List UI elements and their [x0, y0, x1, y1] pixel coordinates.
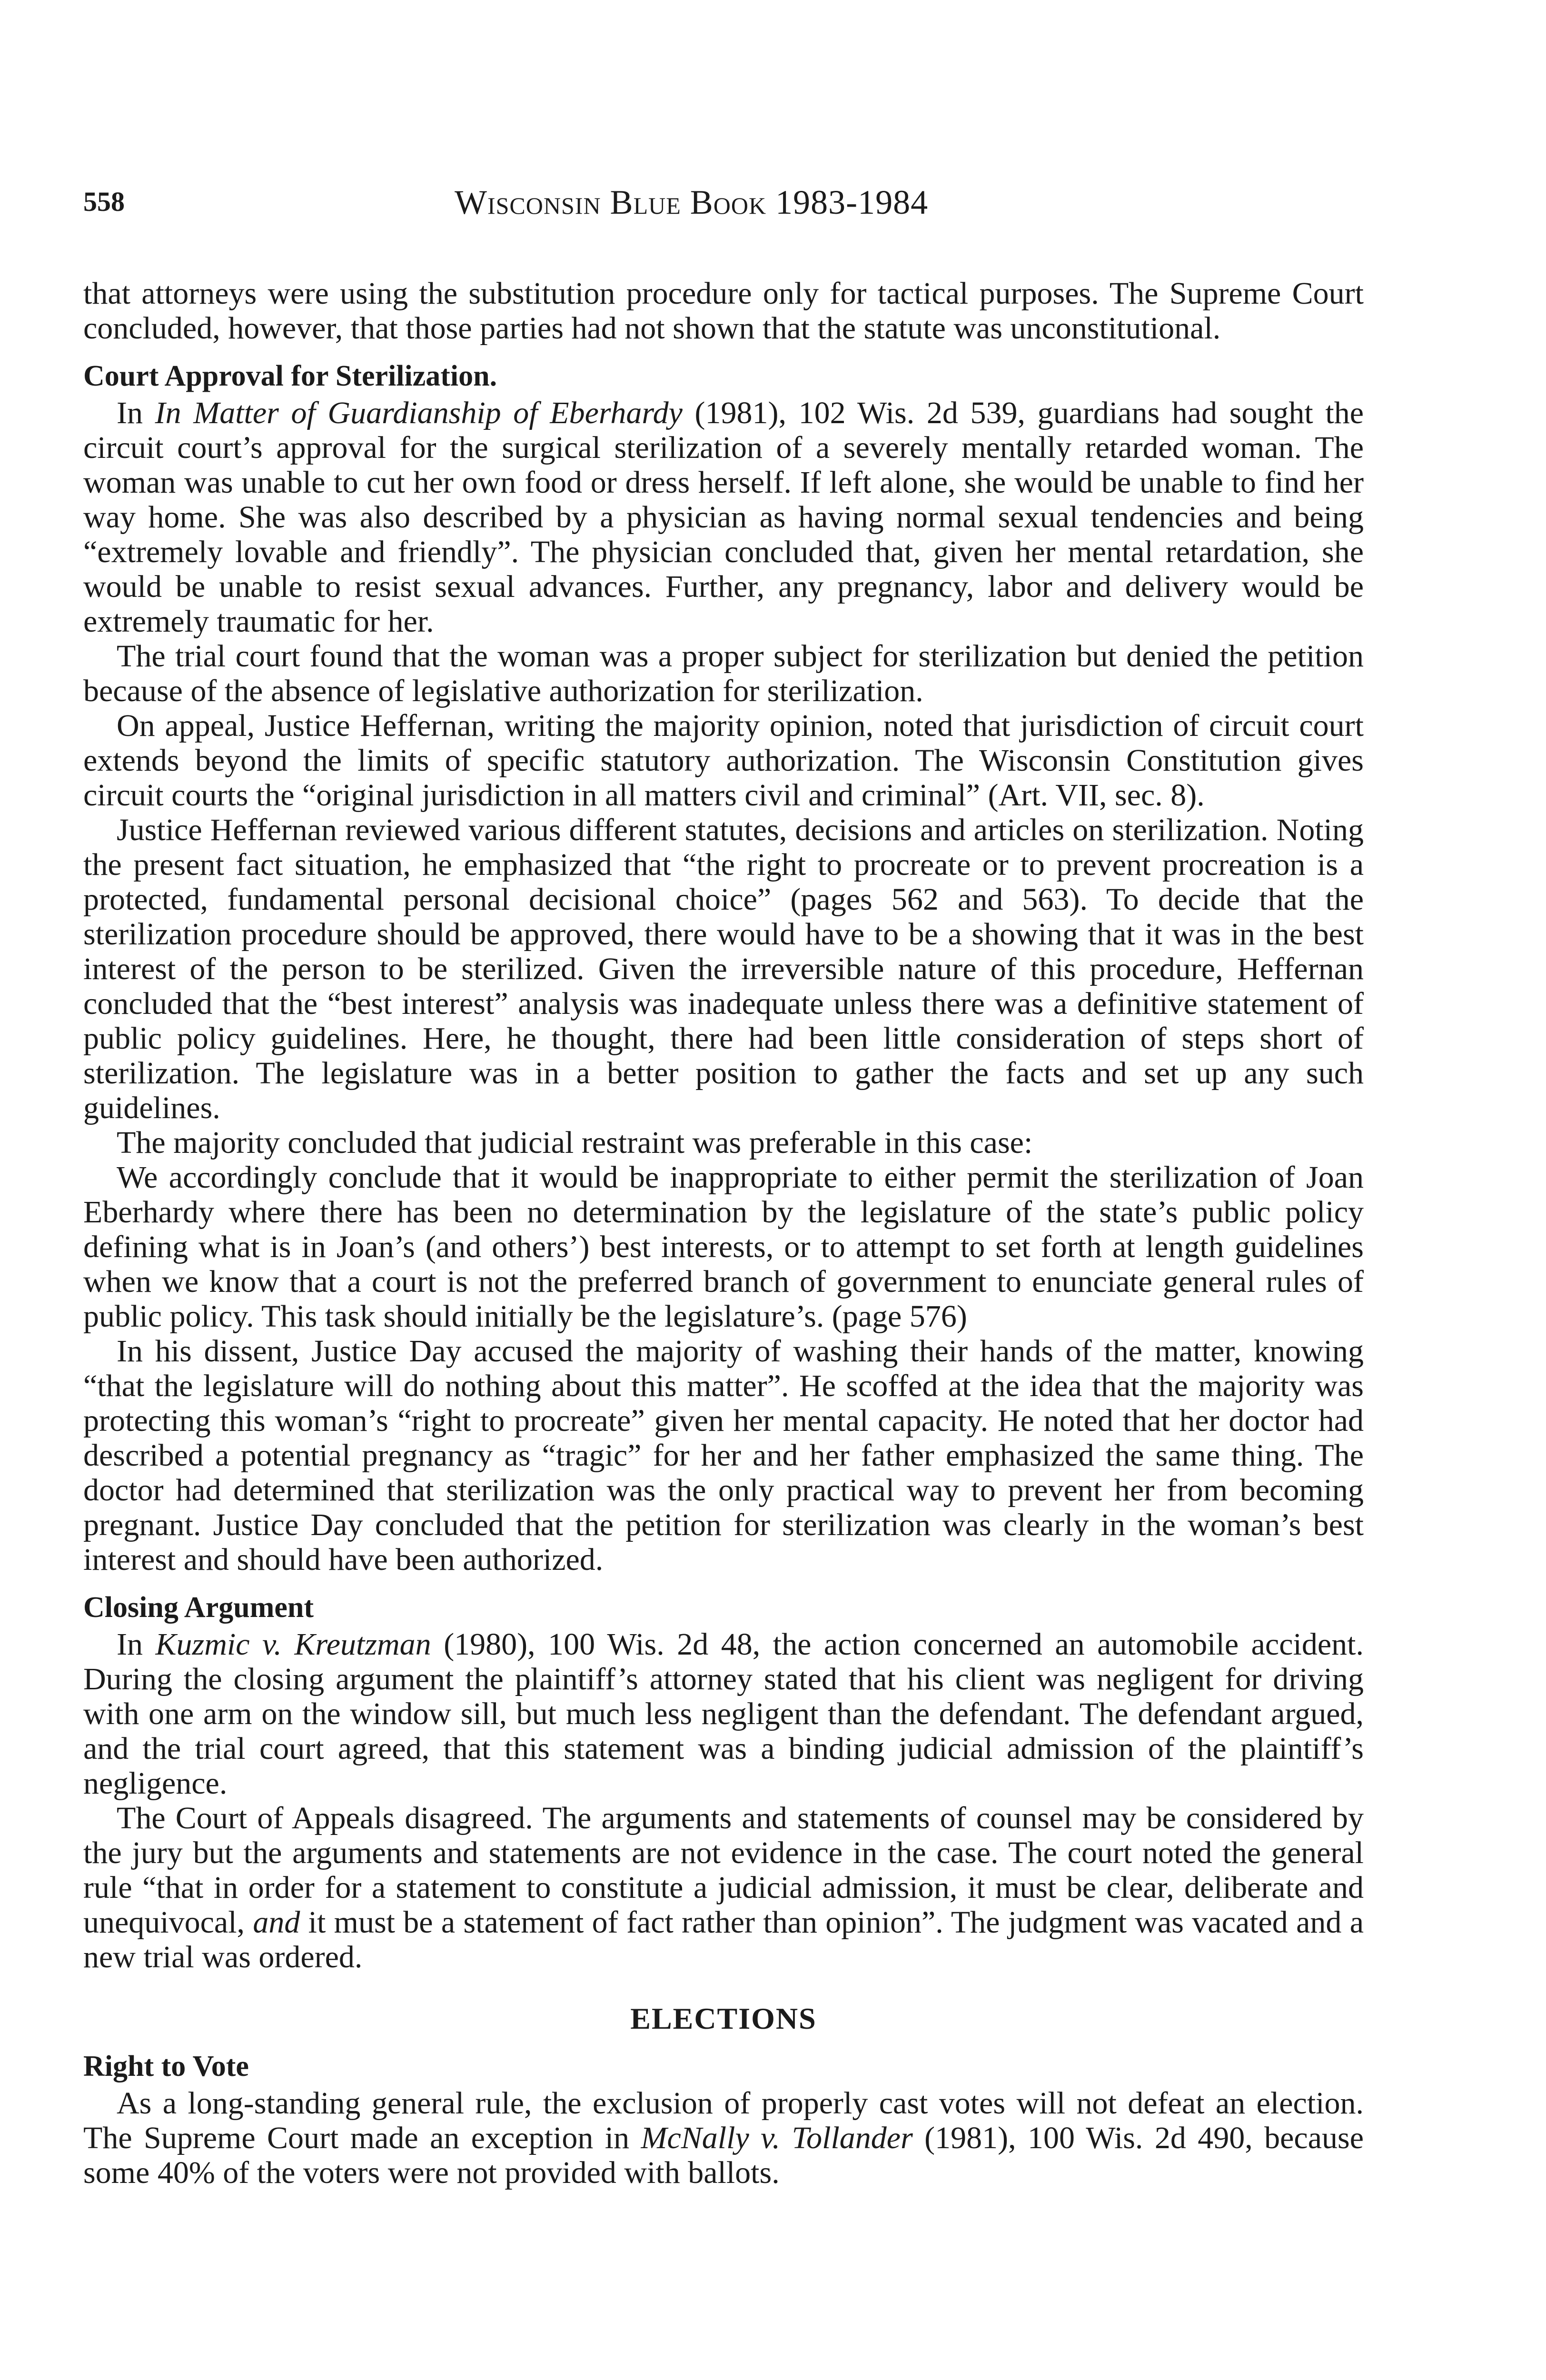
section-title-elections: ELECTIONS — [630, 2002, 817, 2035]
page-number: 558 — [83, 186, 125, 217]
paragraph-closing-1 — [83, 1627, 1364, 1801]
paragraph-sterilization-4: Justice Heffernan reviewed various different statutes, decisions and articles on sterilization. Noting the present fact situation, he emphasized that “the right to procreate or to prevent procreation is a protected, fundamental personal decisional choice” (pages 562 and 563). To decide that the sterilization procedure should be approved, there would have to be a showing that it was in the best interest of the person to be sterilized. Given the irreversible nature of this procedure, Heffernan concluded that the “best interest” analysis was inadequate unless there was a definitive statement of public policy guidelines. Here, he thought, there had been little consideration of steps short of sterilization. The legislature was in a better position to gather the facts and set up any such guidelines. — [83, 813, 1364, 1125]
case-prefix: In — [117, 1627, 156, 1662]
paragraph-sterilization-5: The majority concluded that judicial restraint was preferable in this case: — [117, 1125, 1033, 1160]
heading-sterilization: Court Approval for Sterilization. — [83, 360, 497, 392]
paragraph-intro: that attorneys were using the substitution procedure only for tactical purposes. The Supreme Court concluded, however, that those parties had not shown that the statute was unconstitutional. — [83, 276, 1364, 346]
paragraph-text: The Court of Appeals disagreed. The arguments and statements of counsel may be considered by the jury but the arguments and statements are not evidence in the case. The court noted the general rule “that in order for a statement to constitute a judicial admission, it must be clear, deliberate and unequivocal, — [83, 1801, 1364, 1940]
paragraph-text: it must be a statement of fact rather than opinion”. The judgment was vacated and a new trial was ordered. — [83, 1905, 1364, 1974]
case-prefix: In — [117, 396, 155, 430]
body-text — [83, 276, 1364, 2190]
case-name-eberhardy: In Matter of Guardianship of Eberhardy — [155, 396, 683, 430]
paragraph-sterilization-3: On appeal, Justice Heffernan, writing the majority opinion, noted that jurisdiction of circuit court extends beyond the limits of specific statutory authorization. The Wisconsin Constitution gives circuit courts the “original jurisdiction in all matters civil and criminal” (Art. VII, sec. 8). — [83, 708, 1364, 813]
paragraph-text: (1981), 100 Wis. 2d 490, because some 40% of the voters were not provided with ballots. — [83, 2121, 1364, 2190]
emphasis-and: and — [253, 1905, 300, 1940]
heading-right-to-vote: Right to Vote — [83, 2050, 249, 2082]
paragraph-closing-2 — [83, 1801, 1364, 1974]
paragraph-dissent: In his dissent, Justice Day accused the majority of washing their hands of the matter, knowing “that the legislature will do nothing about this matter”. He scoffed at the idea that the majority was protecting this woman’s “right to procreate” given her mental capacity. He noted that her doctor had described a potential pregnancy as “tragic” for her and her father emphasized the same thing. The doctor had determined that sterilization was the only practical way to prevent her from becoming pregnant. Justice Day concluded that the petition for sterilization was clearly in the woman’s best interest and should have been authorized. — [83, 1334, 1364, 1577]
book-title: Wisconsin Blue Book 1983-1984 — [455, 183, 929, 221]
case-name-kuzmic: Kuzmic v. Kreutzman — [155, 1627, 431, 1662]
running-header — [83, 183, 1364, 228]
paragraph-sterilization-1 — [83, 396, 1364, 639]
case-name-mcnally: McNally v. Tollander — [641, 2121, 913, 2155]
block-quote: We accordingly conclude that it would be inappropriate to either permit the sterilization of Joan Eberhardy where there has been no determination by the legislature of the state’s public policy defining what is in Joan’s (and others’) best interests, or to attempt to set forth at length guidelines when we know that a court is not the preferred branch of government to enunciate general rules of public policy. This task should initially be the legislature’s. (page 576) — [83, 1160, 1364, 1334]
paragraph-text: (1981), 102 Wis. 2d 539, guardians had sought the circuit court’s approval for the surgical sterilization of a severely mentally retarded woman. The woman was unable to cut her own food or dress herself. If left alone, she would be unable to find her way home. She was also described by a physician as having normal sexual tendencies and being “extremely lovable and friendly”. The physician concluded that, given her mental retardation, she would be unable to resist sexual advances. Further, any pregnancy, labor and delivery would be extremely traumatic for her. — [83, 396, 1364, 639]
paragraph-text: As a long-standing general rule, the exclusion of properly cast votes will not defeat an election. The Supreme Court made an exception in — [83, 2086, 1364, 2155]
paragraph-vote — [83, 2086, 1364, 2190]
paragraph-sterilization-2: The trial court found that the woman was a proper subject for sterilization but denied the petition because of the absence of legislative authorization for sterilization. — [83, 639, 1364, 708]
heading-closing-argument: Closing Argument — [83, 1591, 314, 1624]
paragraph-text: (1980), 100 Wis. 2d 48, the action concerned an automobile accident. During the closing argument the plaintiff’s attorney stated that his client was negligent for driving with one arm on the window sill, but much less negligent than the defendant. The defendant argued, and the trial court agreed, that this statement was a binding judicial admission of the plaintiff’s negligence. — [83, 1627, 1364, 1801]
